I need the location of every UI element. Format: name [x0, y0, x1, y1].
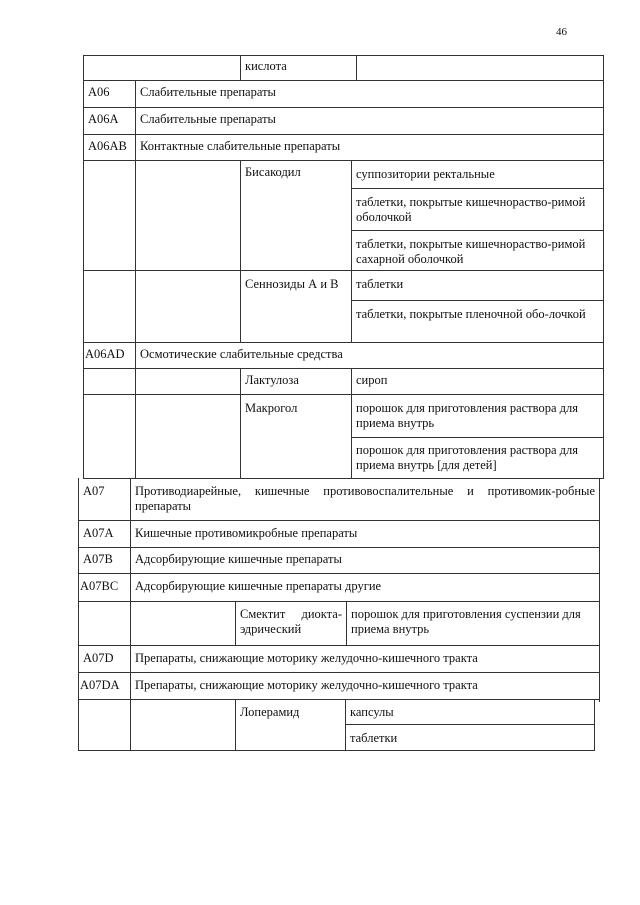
dosage-form: порошок для приготовления раствора для приема внутрь — [356, 401, 578, 430]
atc-code: A07BC — [80, 579, 119, 593]
atc-code: A07D — [83, 651, 114, 665]
atc-code: A06AD — [85, 347, 125, 361]
group-description: Слабительные препараты — [140, 85, 276, 99]
dosage-form: капсулы — [350, 705, 394, 719]
dosage-form: суппозитории ректальные — [356, 167, 495, 181]
dosage-form: таблетки — [356, 277, 404, 291]
group-description: Контактные слабительные препараты — [140, 139, 341, 153]
drug-name: Макрогол — [245, 401, 298, 415]
dosage-form: таблетки, покрытые пленочной обо-лочкой — [356, 307, 586, 321]
group-description: Слабительные препараты — [140, 112, 276, 126]
atc-code: A07A — [83, 526, 114, 540]
atc-code: A07B — [83, 552, 113, 566]
group-description: Адсорбирующие кишечные препараты другие — [135, 579, 382, 593]
atc-code: A06A — [88, 112, 119, 126]
page-number: 46 — [556, 26, 567, 38]
drug-name: кислота — [245, 59, 287, 73]
atc-code: A07 — [83, 484, 105, 498]
dosage-form: таблетки, покрытые кишечнораство-римой сахарной оболочкой — [356, 237, 586, 266]
group-description: Препараты, снижающие моторику желудочно-кишечного тракта — [135, 651, 478, 665]
group-description: Препараты, снижающие моторику желудочно-кишечного тракта — [135, 678, 478, 692]
dosage-form: таблетки — [350, 731, 398, 745]
dosage-form: таблетки, покрытые кишечнораство-римой оболочкой — [356, 195, 586, 224]
group-description: Противодиарейные, кишечные противовоспалительные и противомик-робные препараты — [135, 484, 595, 513]
group-description: Кишечные противомикробные препараты — [135, 526, 358, 540]
dosage-form: порошок для приготовления раствора для приема внутрь [для детей] — [356, 443, 578, 472]
group-description: Осмотические слабительные средства — [140, 347, 343, 361]
drug-name: Сеннозиды А и В — [245, 277, 339, 291]
dosage-form: порошок для приготовления суспензии для приема внутрь — [351, 607, 581, 636]
atc-code: A06 — [88, 85, 110, 99]
drug-name: Смектит диокта-эдрический — [240, 607, 342, 636]
drug-name: Лоперамид — [240, 705, 300, 719]
drug-name: Бисакодил — [245, 165, 301, 179]
drug-name: Лактулоза — [245, 373, 299, 387]
group-description: Адсорбирующие кишечные препараты — [135, 552, 342, 566]
dosage-form: сироп — [356, 373, 388, 387]
atc-code: A07DA — [80, 678, 120, 692]
atc-code: A06AB — [88, 139, 127, 153]
